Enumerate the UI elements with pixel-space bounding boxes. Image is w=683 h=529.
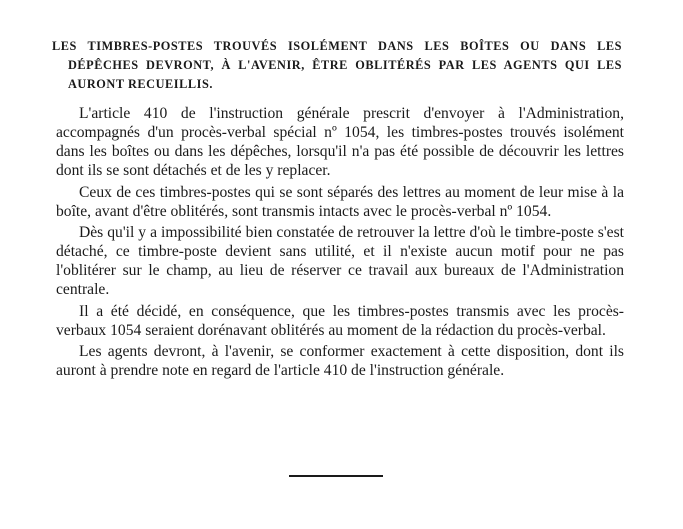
section-heading: LES TIMBRES-POSTES TROUVÉS ISOLÉMENT DANS LES BOÎTES OU DANS LES DÉPÊCHES DEVRONT, À L'AVENIR, ÊTRE OBLITÉRÉS PAR LES AGENTS QUI LES AURONT RECUEILLIS. [52,39,622,91]
paragraph-5: Les agents devront, à l'avenir, se conformer exactement à cette disposition, dont ils auront à prendre note en regard de l'article 410 de l'instruction générale. [56,342,624,380]
paragraph-3: Dès qu'il y a impossibilité bien constatée de retrouver la lettre d'où le timbre-poste s'est détaché, ce timbre-poste devient sans utilité, et il n'existe aucun motif pour ne pas l'oblitérer sur le champ, au lieu de réserver ce travail aux bureaux de l'Administration centrale. [56,223,624,299]
paragraph-4: Il a été décidé, en conséquence, que les timbres-postes transmis avec les procès-verbaux 1054 seraient dorénavant oblitérés au moment de la rédaction du procès-verbal. [56,302,624,339]
paragraph-2: Ceux de ces timbres-postes qui se sont séparés des lettres au moment de leur mise à la boîte, avant d'être oblitérés, sont transmis intacts avec le procès-verbal nº 1054. [56,183,624,220]
body-text [56,104,624,380]
paragraph-1: L'article 410 de l'instruction générale prescrit d'envoyer à l'Administration, accompagnés d'un procès-verbal spécial nº 1054, les timbres-postes trouvés isolément dans les boîtes ou dans les dépêches, lorsqu'il n'a pas été possible de découvrir les lettres dont ils se sont détachés et de les y replacer. [56,105,624,180]
closing-rule [289,475,383,477]
